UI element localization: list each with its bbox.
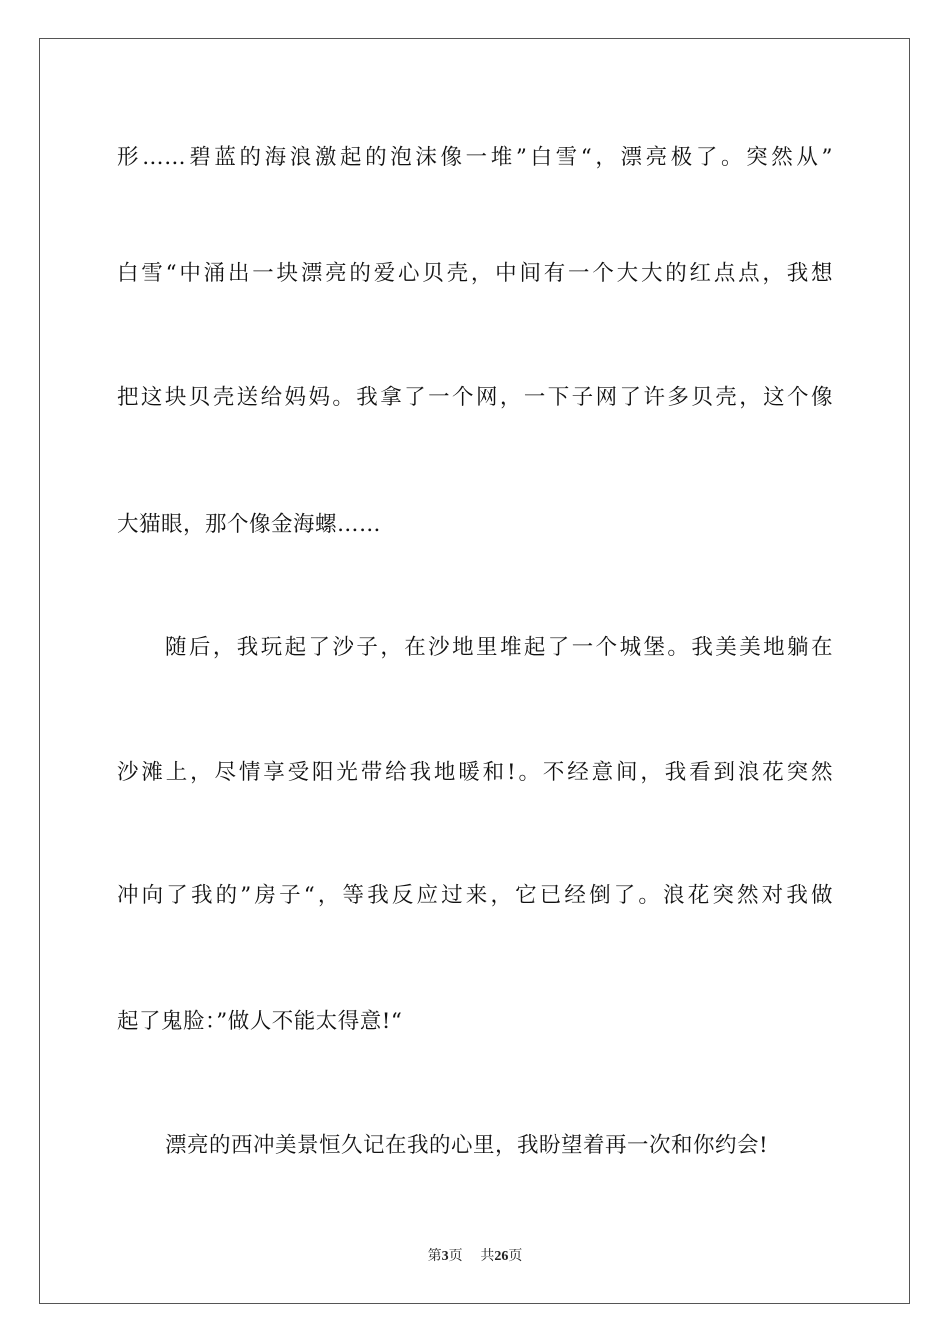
page-border [39, 38, 910, 1304]
body-line-3: 把这块贝壳送给妈妈。我拿了一个网，一下子网了许多贝壳，这个像 [117, 385, 833, 410]
total-pages: 26 [494, 1249, 509, 1264]
paragraph-2-line-1: 随后，我玩起了沙子，在沙地里堆起了一个城堡。我美美地躺在 [165, 635, 833, 660]
body-line-6: 沙滩上，尽情享受阳光带给我地暖和!。不经意间，我看到浪花突然 [117, 760, 833, 785]
paragraph-3-line-1: 漂亮的西冲美景恒久记在我的心里，我盼望着再一次和你约会! [165, 1133, 769, 1158]
body-line-8: 起了鬼脸：”做人不能太得意!“ [117, 1009, 403, 1034]
page-label-prefix: 第 [427, 1248, 442, 1264]
page-label-suffix: 页 [448, 1248, 463, 1264]
page-number: 3 [441, 1249, 449, 1264]
body-line-7: 冲向了我的”房子“，等我反应过来，它已经倒了。浪花突然对我做 [117, 883, 833, 908]
total-label-suffix: 页 [508, 1248, 523, 1264]
body-line-2: 白雪“中涌出一块漂亮的爱心贝壳，中间有一个大大的红点点，我想 [117, 261, 833, 286]
body-line-4: 大猫眼，那个像金海螺…… [117, 512, 382, 537]
body-line-1: 形……碧蓝的海浪激起的泡沫像一堆”白雪“，漂亮极了。突然从” [117, 145, 833, 170]
page-footer [0, 1246, 950, 1267]
total-label-prefix: 共 [480, 1248, 495, 1264]
